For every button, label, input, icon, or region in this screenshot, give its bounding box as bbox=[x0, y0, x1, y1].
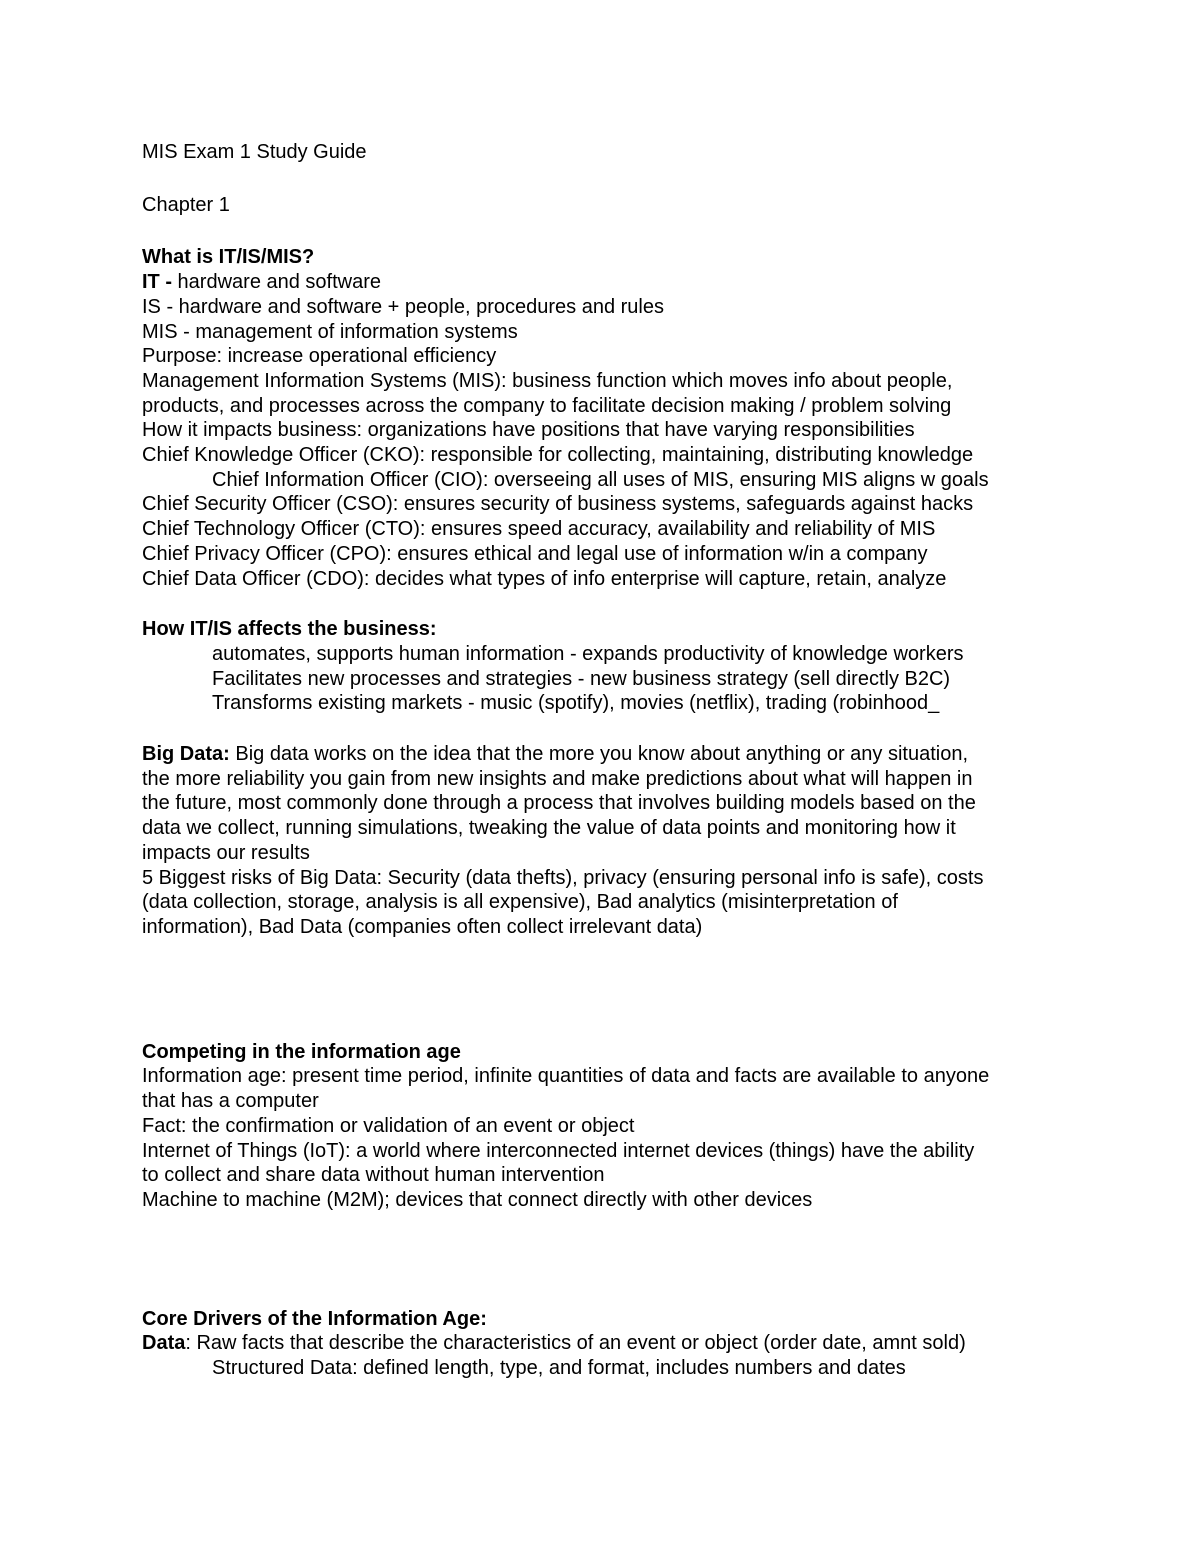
text-line: Machine to machine (M2M); devices that connect directly with other devices bbox=[142, 1188, 813, 1211]
chapter-heading: Chapter 1 bbox=[142, 193, 230, 216]
text-line: data we collect, running simulations, tweaking the value of data points and monitoring how it bbox=[142, 817, 956, 840]
text-line: Chief Data Officer (CDO): decides what types of info enterprise will capture, retain, analyze bbox=[142, 567, 947, 590]
text-line: Chief Technology Officer (CTO): ensures speed accuracy, availability and reliability of MIS bbox=[142, 518, 936, 541]
data-definition bbox=[142, 1331, 1142, 1356]
text-line: impacts our results bbox=[142, 841, 310, 864]
big-data-text: Big data works on the idea that the more you know about anything or any situation, bbox=[229, 743, 969, 766]
big-data-label: Big Data: bbox=[142, 743, 230, 766]
text-line: How it impacts business: organizations have positions that have varying responsibilities bbox=[142, 419, 915, 442]
text-line: to collect and share data without human intervention bbox=[142, 1164, 605, 1187]
text-line: Chief Privacy Officer (CPO): ensures ethical and legal use of information w/in a company bbox=[142, 542, 928, 565]
indented-line: Facilitates new processes and strategies - new business strategy (sell directly B2C) bbox=[212, 667, 951, 690]
big-data-first-line bbox=[142, 742, 1142, 767]
text-line: products, and processes across the company to facilitate decision making / problem solving bbox=[142, 394, 952, 417]
section-heading-affects-business: How IT/IS affects the business: bbox=[142, 618, 437, 641]
text-line: Chief Security Officer (CSO): ensures security of business systems, safeguards against hacks bbox=[142, 493, 974, 516]
text-line: the more reliability you gain from new insights and make predictions about what will happen in bbox=[142, 767, 973, 790]
text-line: Management Information Systems (MIS): business function which moves info about people, bbox=[142, 369, 953, 392]
section-heading-core-drivers: Core Drivers of the Information Age: bbox=[142, 1307, 487, 1330]
text-line: (data collection, storage, analysis is all expensive), Bad analytics (misinterpretation of bbox=[142, 891, 898, 914]
text-line: Internet of Things (IoT): a world where interconnected internet devices (things) have the ability bbox=[142, 1139, 975, 1162]
section-heading-competing: Competing in the information age bbox=[142, 1040, 461, 1063]
document-title: MIS Exam 1 Study Guide bbox=[142, 141, 367, 163]
document-page bbox=[142, 140, 1142, 1381]
text-line: Fact: the confirmation or validation of an event or object bbox=[142, 1114, 635, 1137]
text-line: Purpose: increase operational efficiency bbox=[142, 345, 497, 368]
text-line: that has a computer bbox=[142, 1090, 319, 1113]
indented-line: Transforms existing markets - music (spotify), movies (netflix), trading (robinhood_ bbox=[212, 692, 940, 715]
data-label: Data bbox=[142, 1332, 186, 1355]
text-line: Information age: present time period, infinite quantities of data and facts are available to anyone bbox=[142, 1065, 990, 1088]
indented-line: Structured Data: defined length, type, and format, includes numbers and dates bbox=[212, 1357, 906, 1380]
text-line: the future, most commonly done through a process that involves building models based on the bbox=[142, 792, 976, 815]
data-text: : Raw facts that describe the characteristics of an event or object (order date, amnt sold) bbox=[185, 1332, 966, 1355]
text-line: MIS - management of information systems bbox=[142, 320, 518, 343]
indented-line: Chief Information Officer (CIO): overseeing all uses of MIS, ensuring MIS aligns w goals bbox=[212, 468, 989, 491]
text-line: 5 Biggest risks of Big Data: Security (data thefts), privacy (ensuring personal info is safe), costs bbox=[142, 866, 984, 889]
text-line: information), Bad Data (companies often collect irrelevant data) bbox=[142, 915, 703, 938]
it-definition bbox=[142, 270, 1142, 295]
it-text: hardware and software bbox=[172, 271, 382, 294]
it-label: IT - bbox=[142, 271, 172, 294]
text-line: Chief Knowledge Officer (CKO): responsible for collecting, maintaining, distributing knowledge bbox=[142, 444, 974, 467]
indented-line: automates, supports human information - expands productivity of knowledge workers bbox=[212, 642, 964, 665]
section-heading-what-is: What is IT/IS/MIS? bbox=[142, 246, 315, 269]
text-line: IS - hardware and software + people, procedures and rules bbox=[142, 295, 664, 318]
